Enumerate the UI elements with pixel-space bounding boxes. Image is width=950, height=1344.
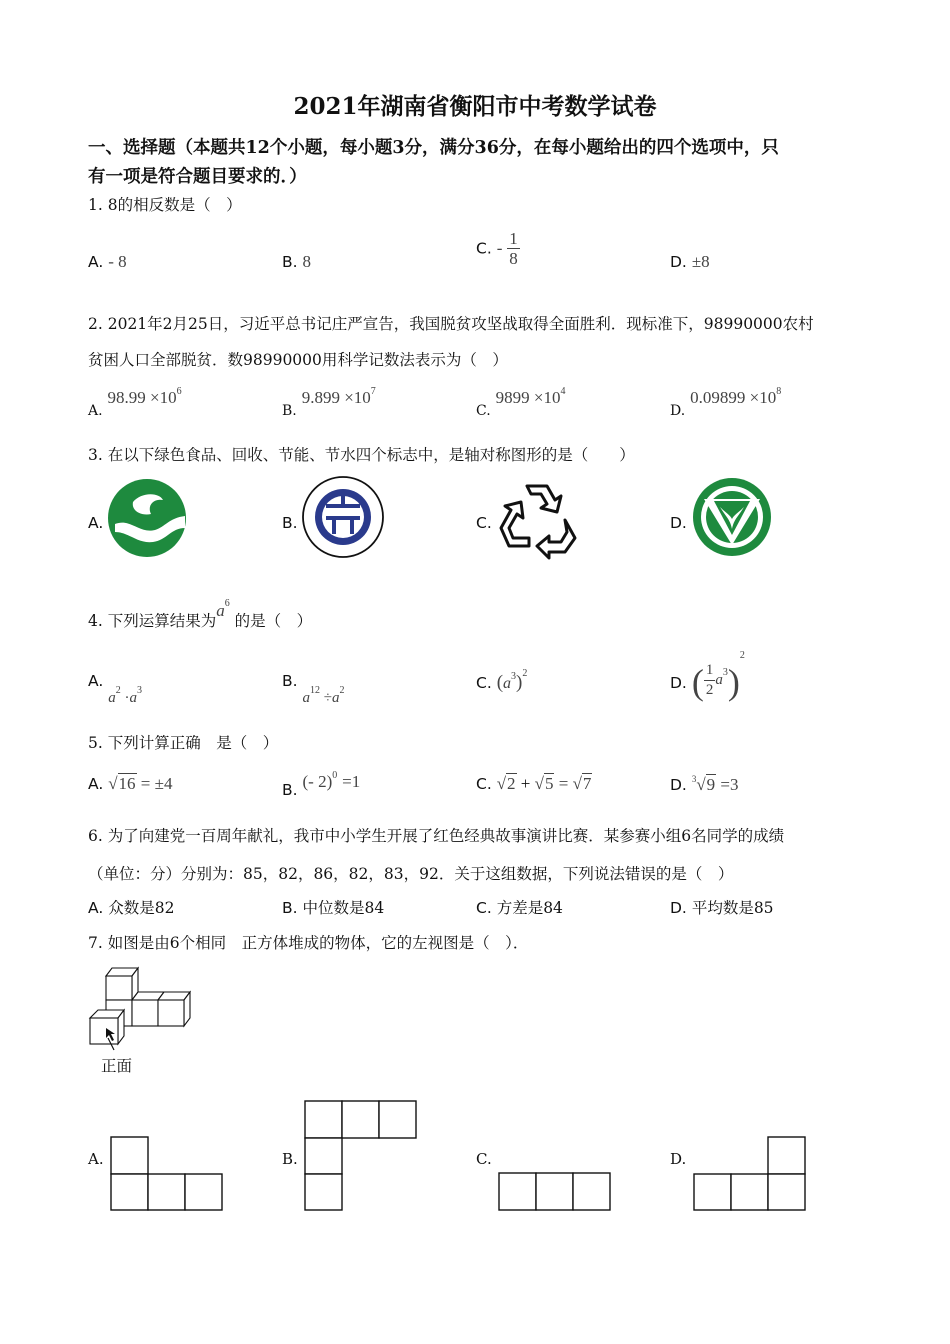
cube-stack-figure xyxy=(88,964,198,1044)
q6-a-label: A. xyxy=(88,899,104,917)
q4-a-label: A. xyxy=(88,672,104,690)
q4-d-outer-exp: 2 xyxy=(739,650,745,661)
q4-d-base: a xyxy=(715,672,723,688)
q2-c-base: 9899 ×10 xyxy=(495,388,561,407)
q4-c-outer-exp: 2 xyxy=(522,668,528,679)
q4-a-base1: a xyxy=(108,690,116,706)
q6-b-value: 中位数是84 xyxy=(302,899,385,917)
q5-d-label: D. xyxy=(670,776,687,794)
q5-a-radicand: 16 xyxy=(118,774,136,793)
q5-d-expr: $^3$√9 =3 xyxy=(691,774,739,794)
section-header-line2: 有一项是符合题目要求的．） xyxy=(88,167,307,187)
q6-c-label: C. xyxy=(476,899,492,917)
q6-option-d xyxy=(670,896,774,918)
green-food-logo-icon xyxy=(107,478,187,558)
q4-c-base: a xyxy=(503,675,512,692)
q5-c-rad1: 2 xyxy=(507,774,516,793)
q5-a-expr: √16 = ±4 xyxy=(108,774,173,793)
q5-option-a xyxy=(88,774,172,794)
water-saving-logo-icon xyxy=(692,477,772,557)
q1-d-label: D. xyxy=(670,253,687,271)
q5-c-eq: = xyxy=(558,774,569,793)
q4-d-denominator: 2 xyxy=(705,681,714,698)
q1-c-denominator: 8 xyxy=(509,249,518,268)
q1-option-b xyxy=(282,252,311,272)
q1-a-value: - 8 xyxy=(108,252,127,271)
q2-d-exp: 8 xyxy=(776,386,782,397)
section-header-line1: 一、选择题（本题共12个小题，每小题3分，满分36分，在每小题给出的四个选项中，只 xyxy=(88,138,779,158)
q2-b-label: B. xyxy=(282,403,297,419)
q5-d-rest: =3 xyxy=(720,775,739,794)
q4-stem-post: 的是（ ） xyxy=(234,612,313,630)
q6-option-a xyxy=(88,896,174,918)
q5-option-d xyxy=(670,774,739,795)
q4-a-op: · xyxy=(124,690,130,706)
q4-stem-pre: 4. 下列运算结果为 xyxy=(88,612,217,630)
q2-b-exp: 7 xyxy=(370,386,376,397)
q6-option-b xyxy=(282,896,384,918)
q5-d-radicand: 9 xyxy=(706,775,716,794)
q4-d-label: D. xyxy=(670,674,687,692)
q2-c-label: C. xyxy=(476,403,491,419)
q1-stem: 1. 8的相反数是（ ） xyxy=(88,196,242,214)
q5-b-label: B. xyxy=(282,781,298,799)
q5-b-exp: 0 xyxy=(332,770,338,781)
q2-a-base: 98.99 ×10 xyxy=(107,388,177,407)
q2-stem-line2: 贫困人口全部脱贫．数98990000用科学记数法表示为（ ） xyxy=(88,351,508,369)
q4-stem-base: a xyxy=(216,601,225,620)
q6-stem-line1: 6. 为了向建党一百周年献礼，我市中小学生开展了红色经典故事演讲比赛．某参赛小组6名同学的成绩 xyxy=(88,827,785,845)
q4-a-expr xyxy=(108,685,142,706)
q5-stem: 5. 下列计算正确 是（ ） xyxy=(88,734,279,752)
q2-c-exp: 4 xyxy=(560,386,566,397)
q1-option-a xyxy=(88,252,127,272)
q1-c-sign: - xyxy=(496,238,503,258)
q4-c-label: C. xyxy=(476,674,492,692)
q4-a-exp2: 3 xyxy=(136,685,142,696)
q2-option-a xyxy=(88,386,182,419)
q4-b-label: B. xyxy=(282,672,298,690)
q3-a-label: A. xyxy=(88,514,104,532)
q3-b-label: B. xyxy=(282,514,298,532)
q7-stem: 7. 如图是由6个相同 正方体堆成的物体，它的左视图是（ ）． xyxy=(88,934,529,952)
q4-a-base2: a xyxy=(129,690,137,706)
q4-b-exp2: 2 xyxy=(339,685,345,696)
q4-d-rparen: ) xyxy=(727,662,740,702)
q5-c-rad2: 5 xyxy=(544,774,554,793)
q5-option-b xyxy=(282,770,360,799)
energy-saving-logo-icon xyxy=(302,476,384,558)
q4-b-expr xyxy=(302,685,345,706)
q2-d-base: 0.09899 ×10 xyxy=(690,388,777,407)
front-view-label: 正面 xyxy=(101,1057,133,1075)
q1-d-value: ±8 xyxy=(691,252,710,271)
page-title: 2021年湖南省衡阳市中考数学试卷 xyxy=(293,93,657,120)
q7-a-label: A. xyxy=(88,1150,104,1168)
q4-option-c xyxy=(476,668,527,694)
q4-b-base1: a xyxy=(302,690,310,706)
q1-b-value: 8 xyxy=(302,252,311,271)
q5-a-label: A. xyxy=(88,775,104,793)
q1-c-label: C. xyxy=(476,239,492,258)
q5-c-rad3: 7 xyxy=(582,774,592,793)
q2-a-exp: 6 xyxy=(176,386,182,397)
q6-d-label: D. xyxy=(670,899,687,917)
q7-option-d-figure xyxy=(693,1136,807,1212)
q4-d-numerator: 1 xyxy=(704,661,716,681)
q5-b-rest: =1 xyxy=(342,772,361,791)
q2-option-c xyxy=(476,386,565,419)
q7-c-label: C. xyxy=(476,1150,492,1168)
q3-c-label: C. xyxy=(476,514,492,532)
q3-d-label: D. xyxy=(670,514,687,532)
q6-a-value: 众数是82 xyxy=(108,899,175,917)
q6-c-value: 方差是84 xyxy=(496,899,563,917)
q5-c-plus: + xyxy=(520,774,531,793)
q1-b-label: B. xyxy=(282,253,298,271)
q3-stem: 3. 在以下绿色食品、回收、节能、节水四个标志中，是轴对称图形的是（ ） xyxy=(88,446,635,464)
q1-c-numerator: 1 xyxy=(509,229,518,248)
q7-option-b-figure xyxy=(304,1100,418,1212)
q4-option-d xyxy=(670,650,745,703)
q4-b-base2: a xyxy=(331,690,340,706)
q4-d-inner-exp: 3 xyxy=(722,667,728,678)
q4-stem-exp: 6 xyxy=(224,598,230,609)
q5-option-c xyxy=(476,774,592,794)
q1-option-c xyxy=(476,229,520,268)
q4-c-expr xyxy=(496,668,528,693)
q2-b-base: 9.899 ×10 xyxy=(301,388,371,407)
q6-stem-line2: （单位：分）分别为：85，82，86，82，83，92．关于这组数据，下列说法错误的是（ ） xyxy=(88,865,734,883)
q4-option-a xyxy=(88,672,142,707)
q7-option-a-figure xyxy=(110,1136,224,1212)
q2-option-b xyxy=(282,386,376,419)
q4-a-exp1: 2 xyxy=(115,685,121,696)
q7-option-c-figure xyxy=(498,1172,612,1212)
q5-b-paren: (- 2) xyxy=(302,772,333,791)
q4-d-lparen: ( xyxy=(691,662,704,702)
q4-c-open: ( xyxy=(496,672,504,693)
q6-option-c xyxy=(476,896,563,918)
q1-c-fraction xyxy=(507,229,520,268)
q4-c-close: ) xyxy=(516,672,523,693)
q6-b-label: B. xyxy=(282,899,298,917)
q5-d-index: 3 xyxy=(691,774,697,784)
q2-option-d xyxy=(670,386,781,419)
recycle-logo-icon xyxy=(497,480,577,556)
q5-c-label: C. xyxy=(476,775,492,793)
q7-d-label: D. xyxy=(670,1150,687,1168)
q7-b-label: B. xyxy=(282,1150,298,1168)
q2-stem-line1: 2. 2021年2月25日，习近平总书记庄严宣告，我国脱贫攻坚战取得全面胜利．现标准下，98990000农村 xyxy=(88,315,814,333)
q1-a-label: A. xyxy=(88,253,104,271)
q4-d-fraction xyxy=(704,661,716,700)
q6-d-value: 平均数是85 xyxy=(691,899,774,917)
q4-c-inner-exp: 3 xyxy=(511,671,517,682)
q4-option-b xyxy=(282,672,344,707)
q2-d-label: D. xyxy=(670,403,686,419)
q4-b-exp1: 12 xyxy=(310,685,320,696)
q4-b-op: ÷ xyxy=(323,690,332,706)
q2-a-label: A. xyxy=(88,403,103,419)
q4-stem xyxy=(88,598,312,631)
q5-a-rest: = ±4 xyxy=(140,774,173,793)
q5-c-expr: √2 + √5 = √7 xyxy=(496,774,592,793)
q1-option-d xyxy=(670,252,710,272)
